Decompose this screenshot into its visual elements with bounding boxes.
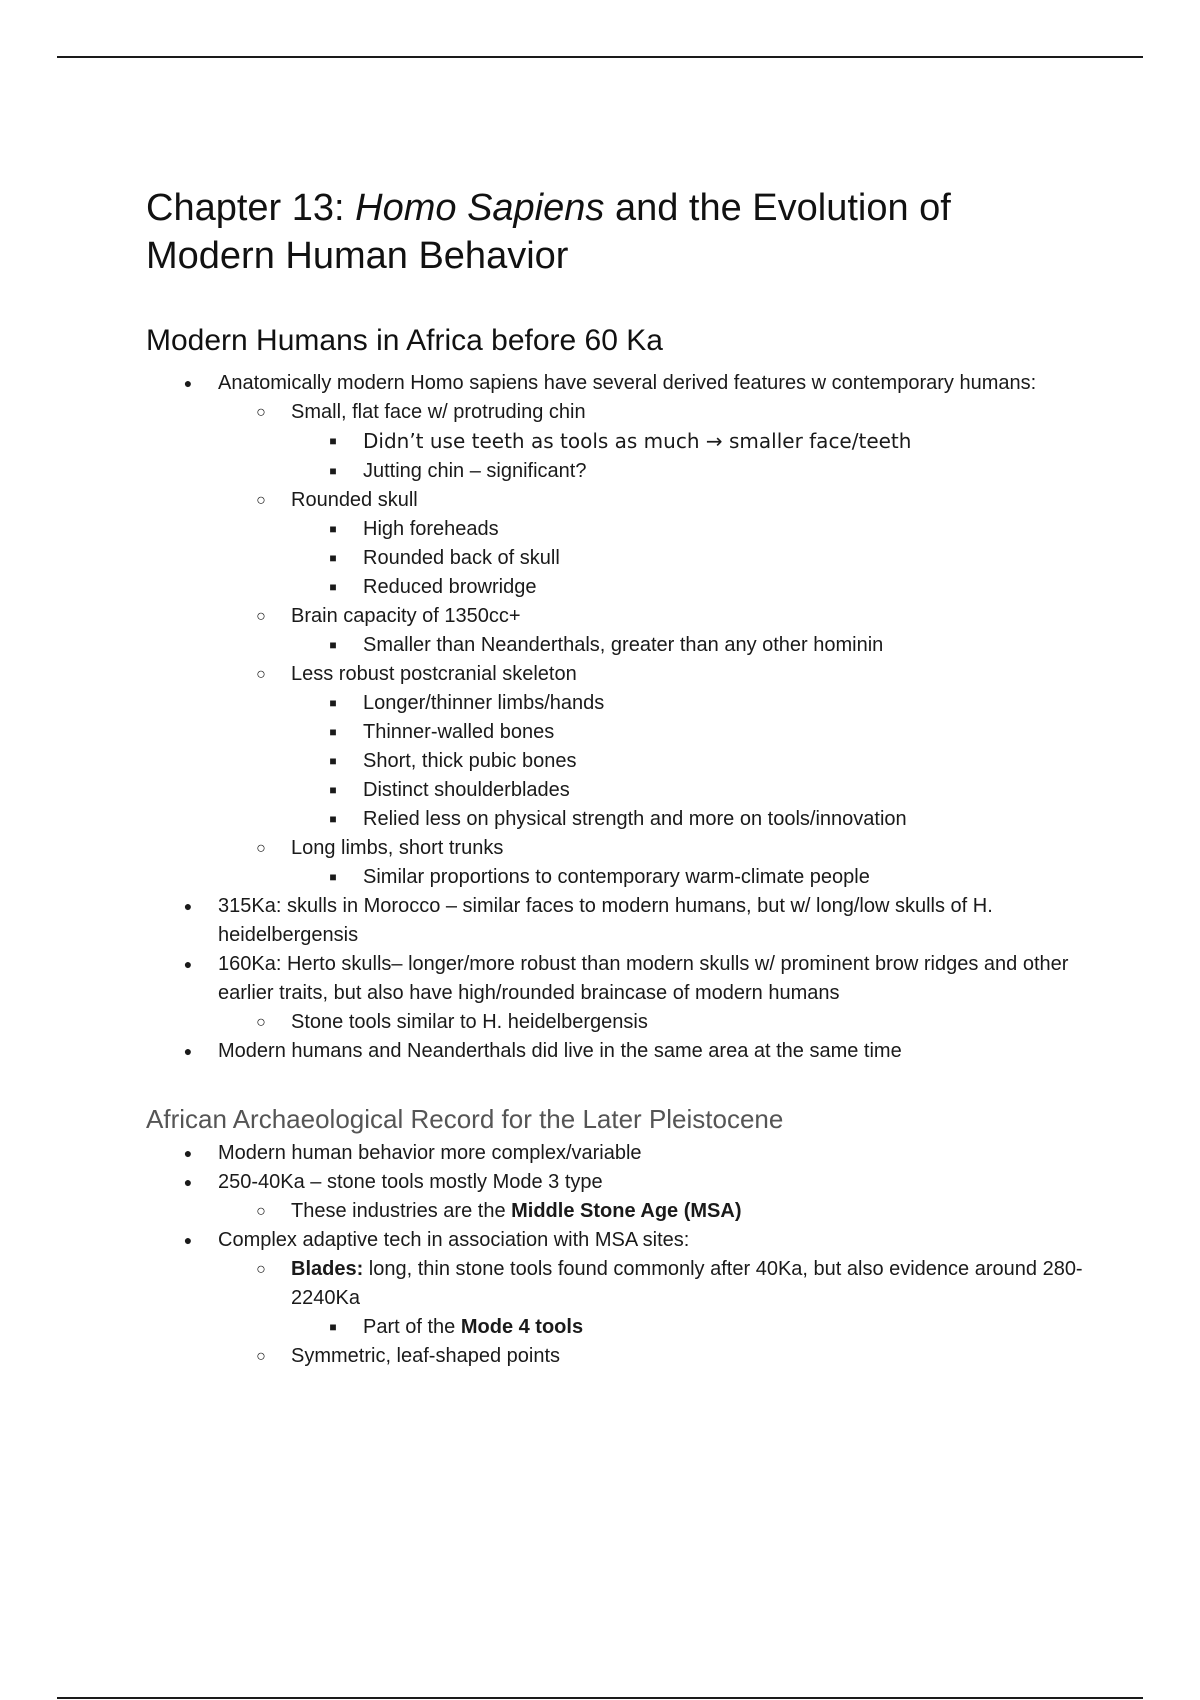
circle-bullet-icon: ○: [256, 1014, 266, 1031]
list-item: ■ Relied less on physical strength and more on tools/innovation: [146, 805, 1086, 834]
section1-list: [146, 369, 1086, 1066]
title-italic: Homo Sapiens: [355, 187, 605, 229]
disc-bullet-icon: ●: [183, 375, 193, 391]
circle-bullet-icon: ○: [256, 492, 266, 509]
square-bullet-icon: ■: [329, 522, 337, 536]
list-item: ■ Didn’t use teeth as tools as much → smaller face/teeth: [146, 427, 1086, 457]
list-item: ○ Small, flat face w/ protruding chin: [146, 398, 1086, 427]
square-bullet-icon: ■: [329, 464, 337, 478]
disc-bullet-icon: ●: [183, 1043, 193, 1059]
disc-bullet-icon: ●: [183, 898, 193, 914]
top-rule: [57, 56, 1143, 58]
list-item: ■ Distinct shoulderblades: [146, 776, 1086, 805]
square-bullet-icon: ■: [329, 783, 337, 797]
disc-bullet-icon: ●: [183, 1232, 193, 1248]
disc-bullet-icon: ●: [183, 1174, 193, 1190]
disc-bullet-icon: ●: [183, 1145, 193, 1161]
list-item: ● 160Ka: Herto skulls– longer/more robust than modern skulls w/ prominent brow ridges and other earlier traits, but also have high/rounded braincase of modern humans: [146, 950, 1086, 1008]
list-item: ■ Smaller than Neanderthals, greater than any other hominin: [146, 631, 1086, 660]
list-item: ○ Rounded skull: [146, 486, 1086, 515]
circle-bullet-icon: ○: [256, 608, 266, 625]
title-prefix: Chapter 13:: [146, 187, 356, 229]
list-item: ■ Part of the Mode 4 tools: [146, 1313, 1086, 1342]
list-item: ● Complex adaptive tech in association with MSA sites:: [146, 1226, 1086, 1255]
list-item: ■ Jutting chin – significant?: [146, 457, 1086, 486]
list-item: ● Modern human behavior more complex/variable: [146, 1139, 1086, 1168]
list-item: ○ Symmetric, leaf-shaped points: [146, 1342, 1086, 1371]
document-body: [146, 184, 1086, 1371]
list-item: ○ Brain capacity of 1350cc+: [146, 602, 1086, 631]
circle-bullet-icon: ○: [256, 666, 266, 683]
list-item: ○ Less robust postcranial skeleton: [146, 660, 1086, 689]
square-bullet-icon: ■: [329, 638, 337, 652]
list-item: ● Modern humans and Neanderthals did live in the same area at the same time: [146, 1037, 1086, 1066]
list-item: ■ Thinner-walled bones: [146, 718, 1086, 747]
bottom-rule: [57, 1697, 1143, 1699]
list-item: ○ Stone tools similar to H. heidelbergensis: [146, 1008, 1086, 1037]
square-bullet-icon: ■: [329, 434, 337, 448]
square-bullet-icon: ■: [329, 580, 337, 594]
square-bullet-icon: ■: [329, 551, 337, 565]
square-bullet-icon: ■: [329, 754, 337, 768]
square-bullet-icon: ■: [329, 870, 337, 884]
title-line2: Modern Human Behavior: [146, 235, 569, 277]
section2-list: [146, 1139, 1086, 1371]
title-suffix: and the Evolution of: [604, 187, 951, 229]
square-bullet-icon: ■: [329, 696, 337, 710]
circle-bullet-icon: ○: [256, 1261, 266, 1278]
list-item: ■ Reduced browridge: [146, 573, 1086, 602]
list-item: ● 250-40Ka – stone tools mostly Mode 3 type: [146, 1168, 1086, 1197]
list-item: ○ These industries are the Middle Stone Age (MSA): [146, 1197, 1086, 1226]
circle-bullet-icon: ○: [256, 1203, 266, 1220]
list-item: ● Anatomically modern Homo sapiens have several derived features w contemporary humans:: [146, 369, 1086, 398]
square-bullet-icon: ■: [329, 1320, 337, 1334]
square-bullet-icon: ■: [329, 725, 337, 739]
section-heading-african-record: African Archaeological Record for the Later Pleistocene: [146, 1104, 784, 1134]
list-item: ■ Rounded back of skull: [146, 544, 1086, 573]
disc-bullet-icon: ●: [183, 956, 193, 972]
circle-bullet-icon: ○: [256, 840, 266, 857]
list-item: ■ Short, thick pubic bones: [146, 747, 1086, 776]
square-bullet-icon: ■: [329, 812, 337, 826]
chapter-title: [146, 184, 1086, 280]
list-item: ■ Similar proportions to contemporary warm-climate people: [146, 863, 1086, 892]
section-heading-modern-humans: Modern Humans in Africa before 60 Ka: [146, 324, 663, 357]
list-item: ■ High foreheads: [146, 515, 1086, 544]
list-item: ○ Blades: long, thin stone tools found commonly after 40Ka, but also evidence around 280-2240Ka: [146, 1255, 1086, 1313]
list-item: ● 315Ka: skulls in Morocco – similar faces to modern humans, but w/ long/low skulls of H. heidelbergensis: [146, 892, 1086, 950]
list-item: ○ Long limbs, short trunks: [146, 834, 1086, 863]
list-item: ■ Longer/thinner limbs/hands: [146, 689, 1086, 718]
circle-bullet-icon: ○: [256, 1348, 266, 1365]
circle-bullet-icon: ○: [256, 404, 266, 421]
